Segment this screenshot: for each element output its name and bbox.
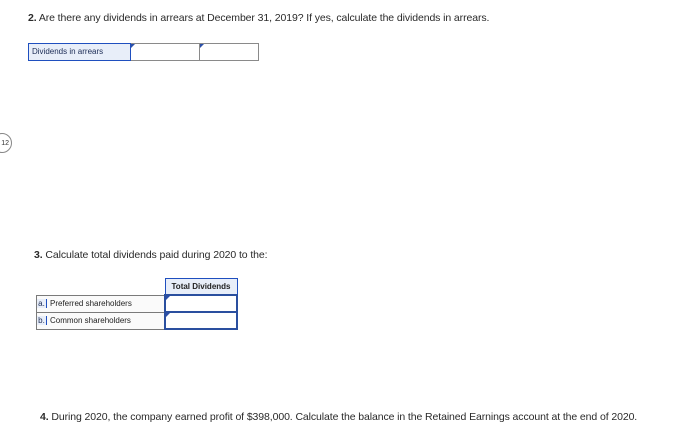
question-4-text: During 2020, the company earned profit of $398,000. Calculate the balance in the Retained Earnings account at the end of 2020.: [51, 411, 638, 423]
table-row: [37, 312, 238, 329]
row-letter: a.: [37, 299, 47, 308]
input-marker-icon: [166, 313, 170, 317]
dividends-in-arrears-label: Dividends in arrears: [28, 43, 131, 61]
question-2: [28, 12, 489, 24]
question-3-number: 3.: [34, 249, 43, 261]
question-4: [40, 411, 637, 423]
total-dividends-header: Total Dividends: [165, 279, 237, 296]
table-row: [37, 295, 238, 312]
dividends-in-arrears-input[interactable]: [200, 43, 259, 61]
row-letter: b.: [37, 316, 47, 325]
question-3: [34, 249, 267, 261]
question-2-number: 2.: [28, 12, 37, 24]
page-number-tab[interactable]: 12: [0, 133, 12, 153]
common-dividends-input[interactable]: [165, 312, 237, 329]
dividends-in-arrears-row: [28, 43, 259, 61]
total-dividends-table: [36, 278, 238, 330]
dividends-in-arrears-dropdown[interactable]: [131, 43, 200, 61]
preferred-shareholders-label: a. Preferred shareholders: [37, 295, 166, 312]
input-marker-icon: [166, 296, 170, 300]
preferred-dividends-input[interactable]: [165, 295, 237, 312]
question-3-text: Calculate total dividends paid during 2020 to the:: [45, 249, 268, 261]
input-marker-icon: [200, 44, 204, 48]
question-2-text: Are there any dividends in arrears at December 31, 2019? If yes, calculate the dividends in arrears.: [38, 12, 490, 24]
common-shareholders-label: b. Common shareholders: [37, 312, 166, 329]
input-marker-icon: [131, 44, 135, 48]
question-4-number: 4.: [40, 411, 49, 423]
